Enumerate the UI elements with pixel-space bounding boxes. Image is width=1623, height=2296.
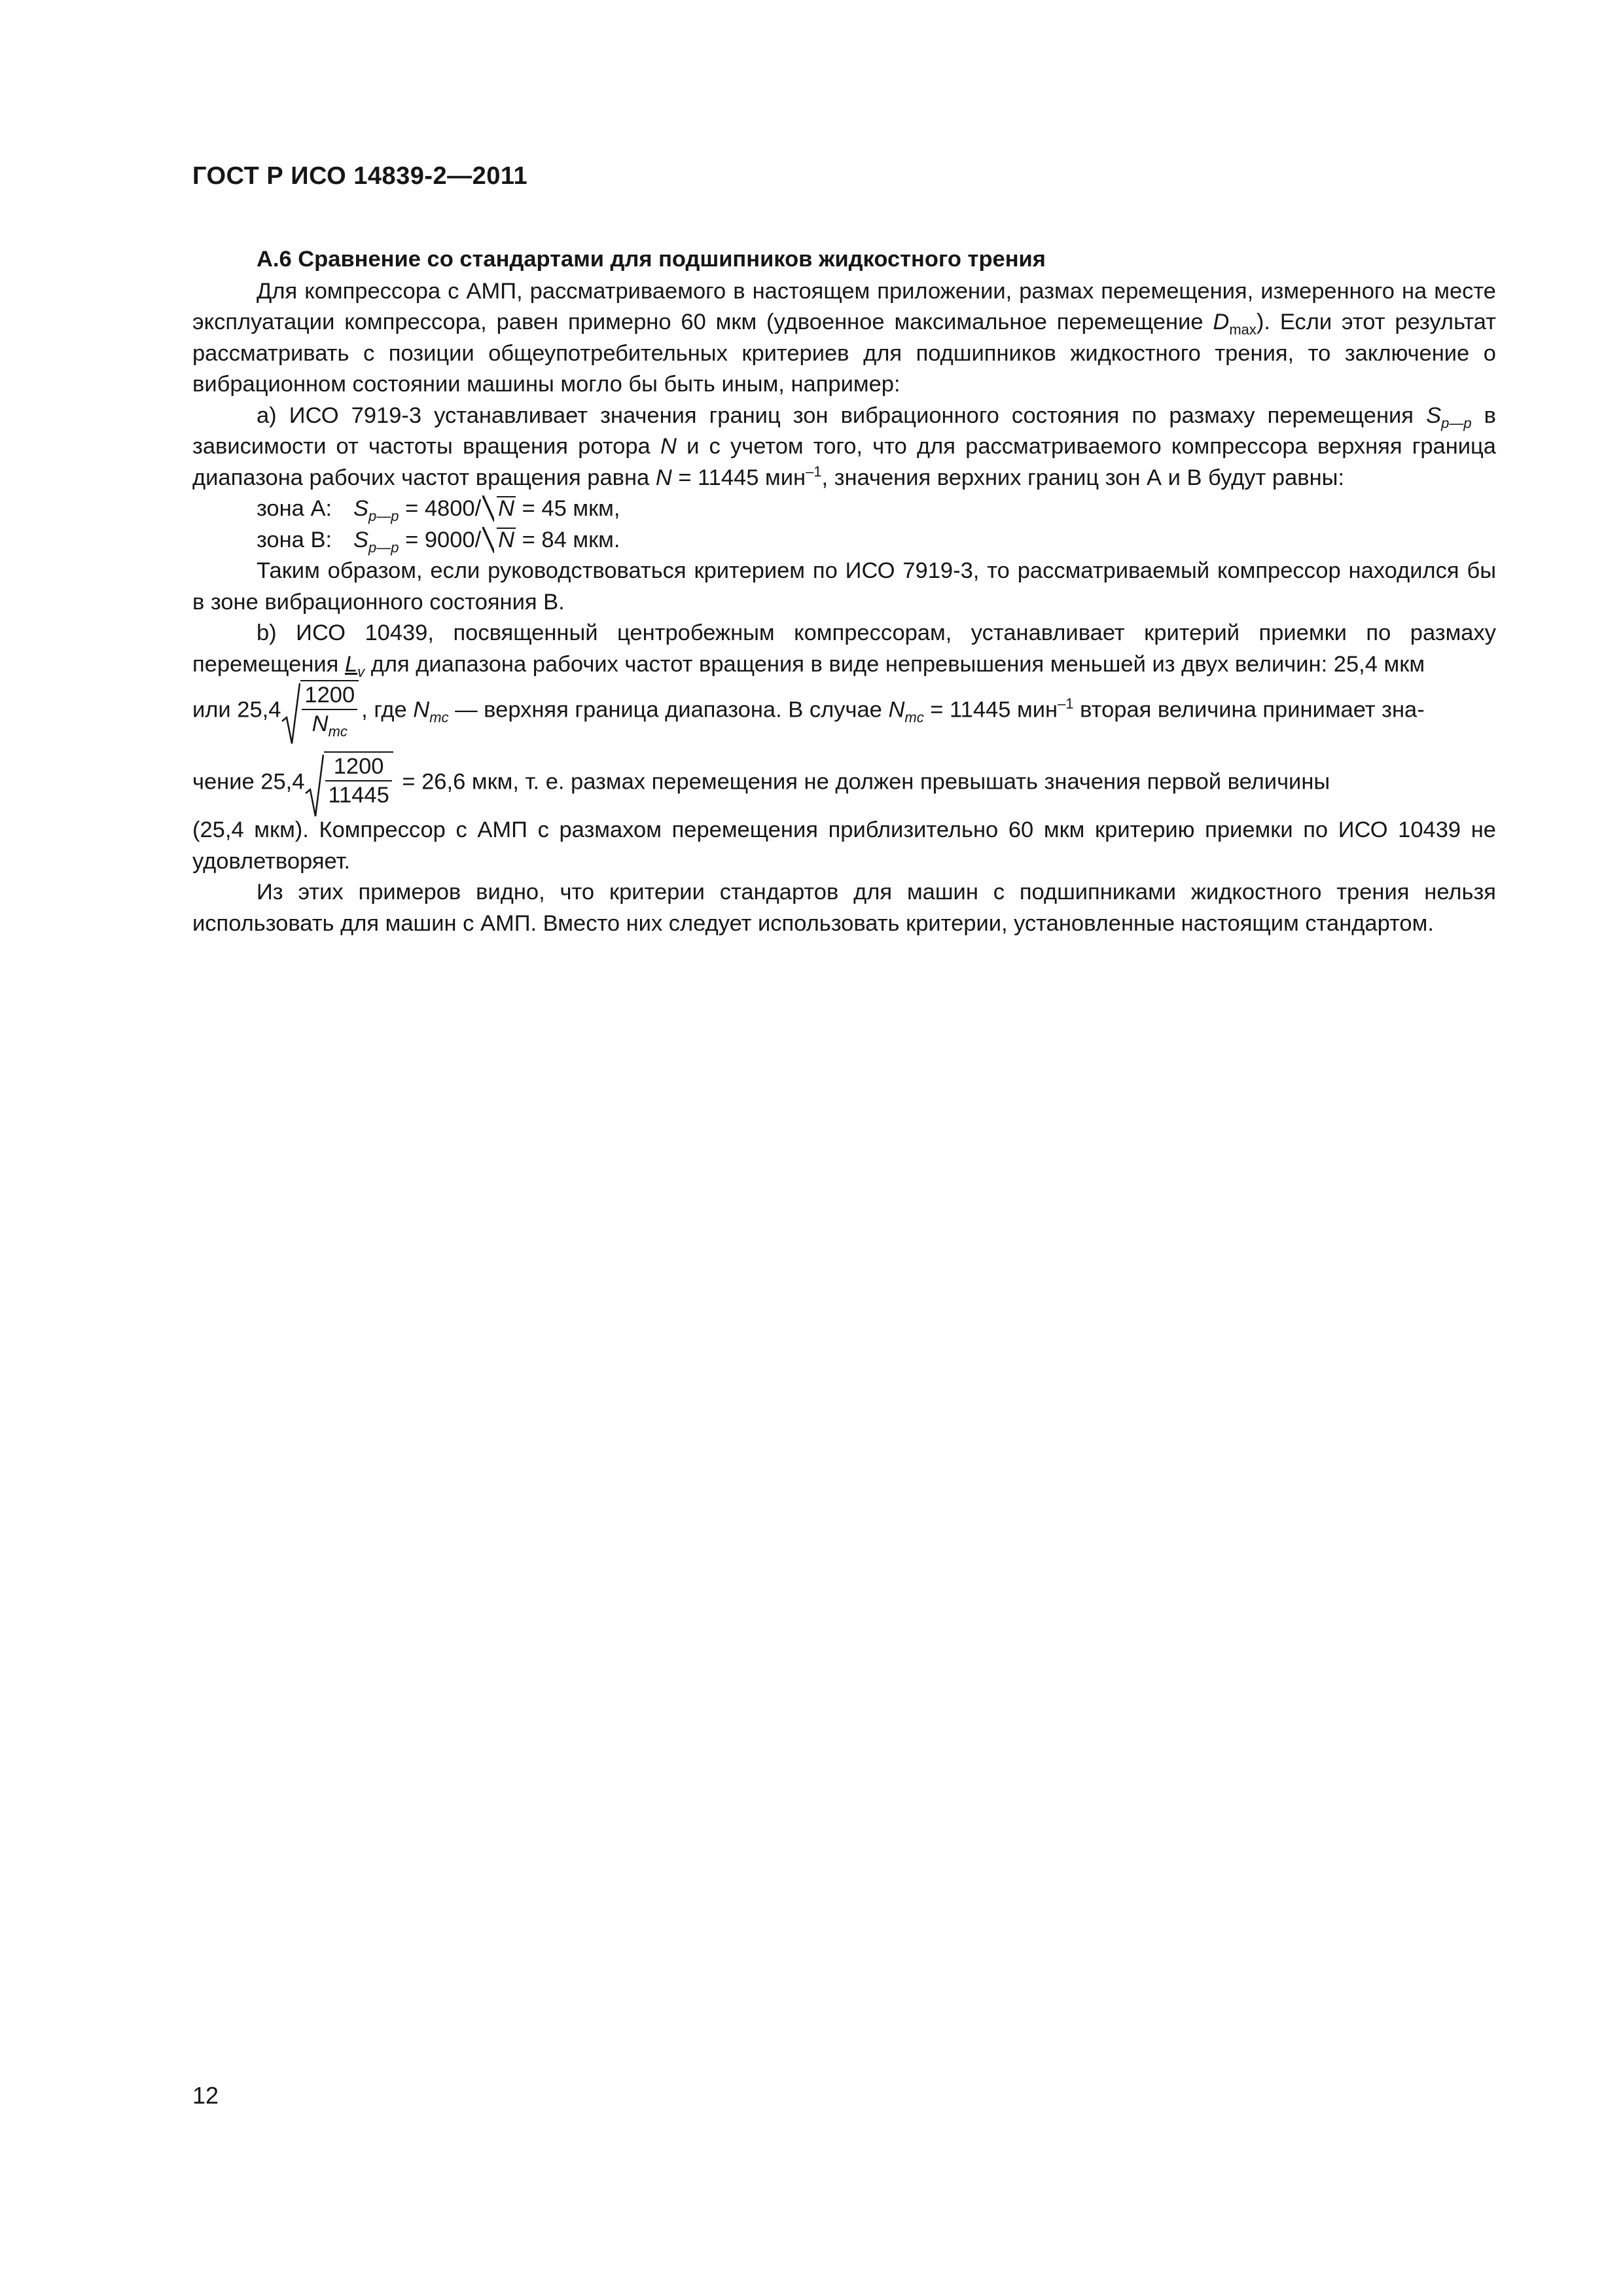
fraction: [324, 751, 393, 809]
intro-paragraph: [192, 276, 1496, 401]
sqrt-fraction-nmc: [300, 680, 359, 742]
zone-a-coefficient: = 4800/: [399, 496, 482, 521]
subscript-v: v: [357, 663, 365, 680]
symbol-s: S: [1426, 403, 1442, 428]
zone-a-label: зона А:: [257, 496, 332, 521]
zone-b-label: зона В:: [257, 527, 332, 552]
symbol-l: L: [344, 651, 358, 677]
superscript-minus-one: –1: [1058, 695, 1074, 712]
item-b-formula-line-2: [192, 751, 1496, 815]
symbol-s: S: [353, 527, 369, 552]
document-code-header: ГОСТ Р ИСО 14839-2—2011: [192, 162, 528, 190]
subscript-max: max: [1229, 321, 1257, 338]
item-b-prefix-1: или 25,4: [192, 697, 281, 723]
radical-sign: [281, 683, 300, 745]
item-b-prefix-2: чение 25,4: [192, 769, 305, 795]
item-b-text-3: — верхняя граница диапазона. В случае: [448, 697, 889, 723]
fraction-denominator: [302, 709, 357, 738]
symbol-n: N: [312, 711, 329, 736]
item-b-where: , где: [361, 697, 414, 723]
intro-text-2: ). Если этот результат рассматривать с позиции общеупотребительных критериев для подшипников жидкостного трения, то заключение о вибрационном состоянии машины могло бы быть иным, например:: [192, 310, 1496, 397]
fraction: [300, 680, 359, 738]
page-number: 12: [192, 2082, 219, 2109]
item-b-text-2: для диапазона рабочих частот вращения в виде непревышения меньшей из двух величин: 25,4 мкм: [365, 651, 1425, 677]
item-a-text-3: и с учетом того, что для рассматриваемого компрессора верхняя граница диапазона рабочих частот вращения равна: [192, 434, 1496, 490]
item-b-paragraph: [192, 618, 1496, 680]
item-b-text-1: b) ИСО 10439, посвященный центробежным компрессорам, устанавливает критерий приемки по размаху перемещения: [192, 620, 1496, 677]
item-a-text-4: = 11445 мин: [671, 465, 806, 490]
subscript-pp: p—p: [368, 539, 399, 556]
zone-a-result: = 45 мкм,: [516, 496, 620, 521]
symbol-s: S: [353, 496, 369, 521]
item-b-tail-paragraph: (25,4 мкм). Компрессор с АМП с размахом перемещения приблизительно 60 мкм критерию приемки по ИСО 10439 не удовлетворяет.: [192, 817, 1496, 874]
symbol-n: N: [888, 697, 905, 723]
radical-sign: [304, 754, 324, 817]
zone-b-coefficient: = 9000/: [399, 527, 482, 552]
sqrt-n-zone-b: N: [498, 527, 515, 552]
item-b-text-4: вторая величина принимает зна-: [1073, 697, 1425, 723]
conclusion-a-paragraph: Таким образом, если руководствоваться критерием по ИСО 7919-3, то рассматриваемый компрессор находился бы в зоне вибрационного состояния В.: [192, 558, 1496, 615]
fraction-numerator: 1200: [333, 754, 384, 779]
zone-b-line: [192, 525, 1496, 556]
symbol-lv: [344, 651, 365, 680]
subscript-mc: mc: [429, 709, 449, 726]
item-b-formula-line-1: [192, 680, 1496, 742]
item-a-text-1: а) ИСО 7919-3 устанавливает значения границ зон вибрационного состояния по размаху перемещения: [257, 403, 1427, 428]
subscript-pp: p—p: [368, 508, 399, 524]
symbol-d: D: [1213, 310, 1230, 334]
item-a-text-2: в зависимости от частоты вращения ротора: [192, 403, 1496, 459]
final-paragraph: Из этих примеров видно, что критерии стандартов для машин с подшипниками жидкостного трения нельзя использовать для машин с АМП. Вместо них следует использовать критерии, установленные настоящим стандартом.: [192, 880, 1496, 936]
section-title: А.6 Сравнение со стандартами для подшипников жидкостного трения: [257, 247, 1046, 272]
item-a-paragraph: [192, 401, 1496, 494]
subscript-pp: p—p: [1441, 414, 1472, 431]
superscript-minus-one: –1: [806, 463, 822, 480]
subscript-mc: mc: [904, 709, 924, 726]
section-body: [192, 244, 1496, 939]
intro-text-1: Для компрессора с АМП, рассматриваемого в настоящем приложении, размах перемещения, измеренного на месте эксплуатации компрессора, равен примерно 60 мкм (удвоенное максимальное перемещение: [192, 278, 1496, 334]
zone-b-result: = 84 мкм.: [516, 527, 620, 552]
symbol-n: N: [655, 465, 672, 490]
sqrt-n-zone-a: N: [498, 496, 515, 521]
symbol-n: N: [660, 434, 677, 459]
sqrt-fraction-11445: [324, 751, 393, 815]
subscript-mc: mc: [328, 723, 348, 740]
item-b-value: = 11445 мин: [923, 697, 1058, 723]
symbol-n: N: [413, 697, 430, 723]
zone-a-line: [192, 493, 1496, 525]
fraction-denominator: 11445: [325, 780, 391, 809]
item-b-text-5: = 26,6 мкм, т. е. размах перемещения не должен превышать значения первой величины: [395, 769, 1330, 795]
fraction-numerator: 1200: [304, 683, 355, 708]
item-a-text-5: , значения верхних границ зон А и В будут равны:: [821, 465, 1345, 490]
